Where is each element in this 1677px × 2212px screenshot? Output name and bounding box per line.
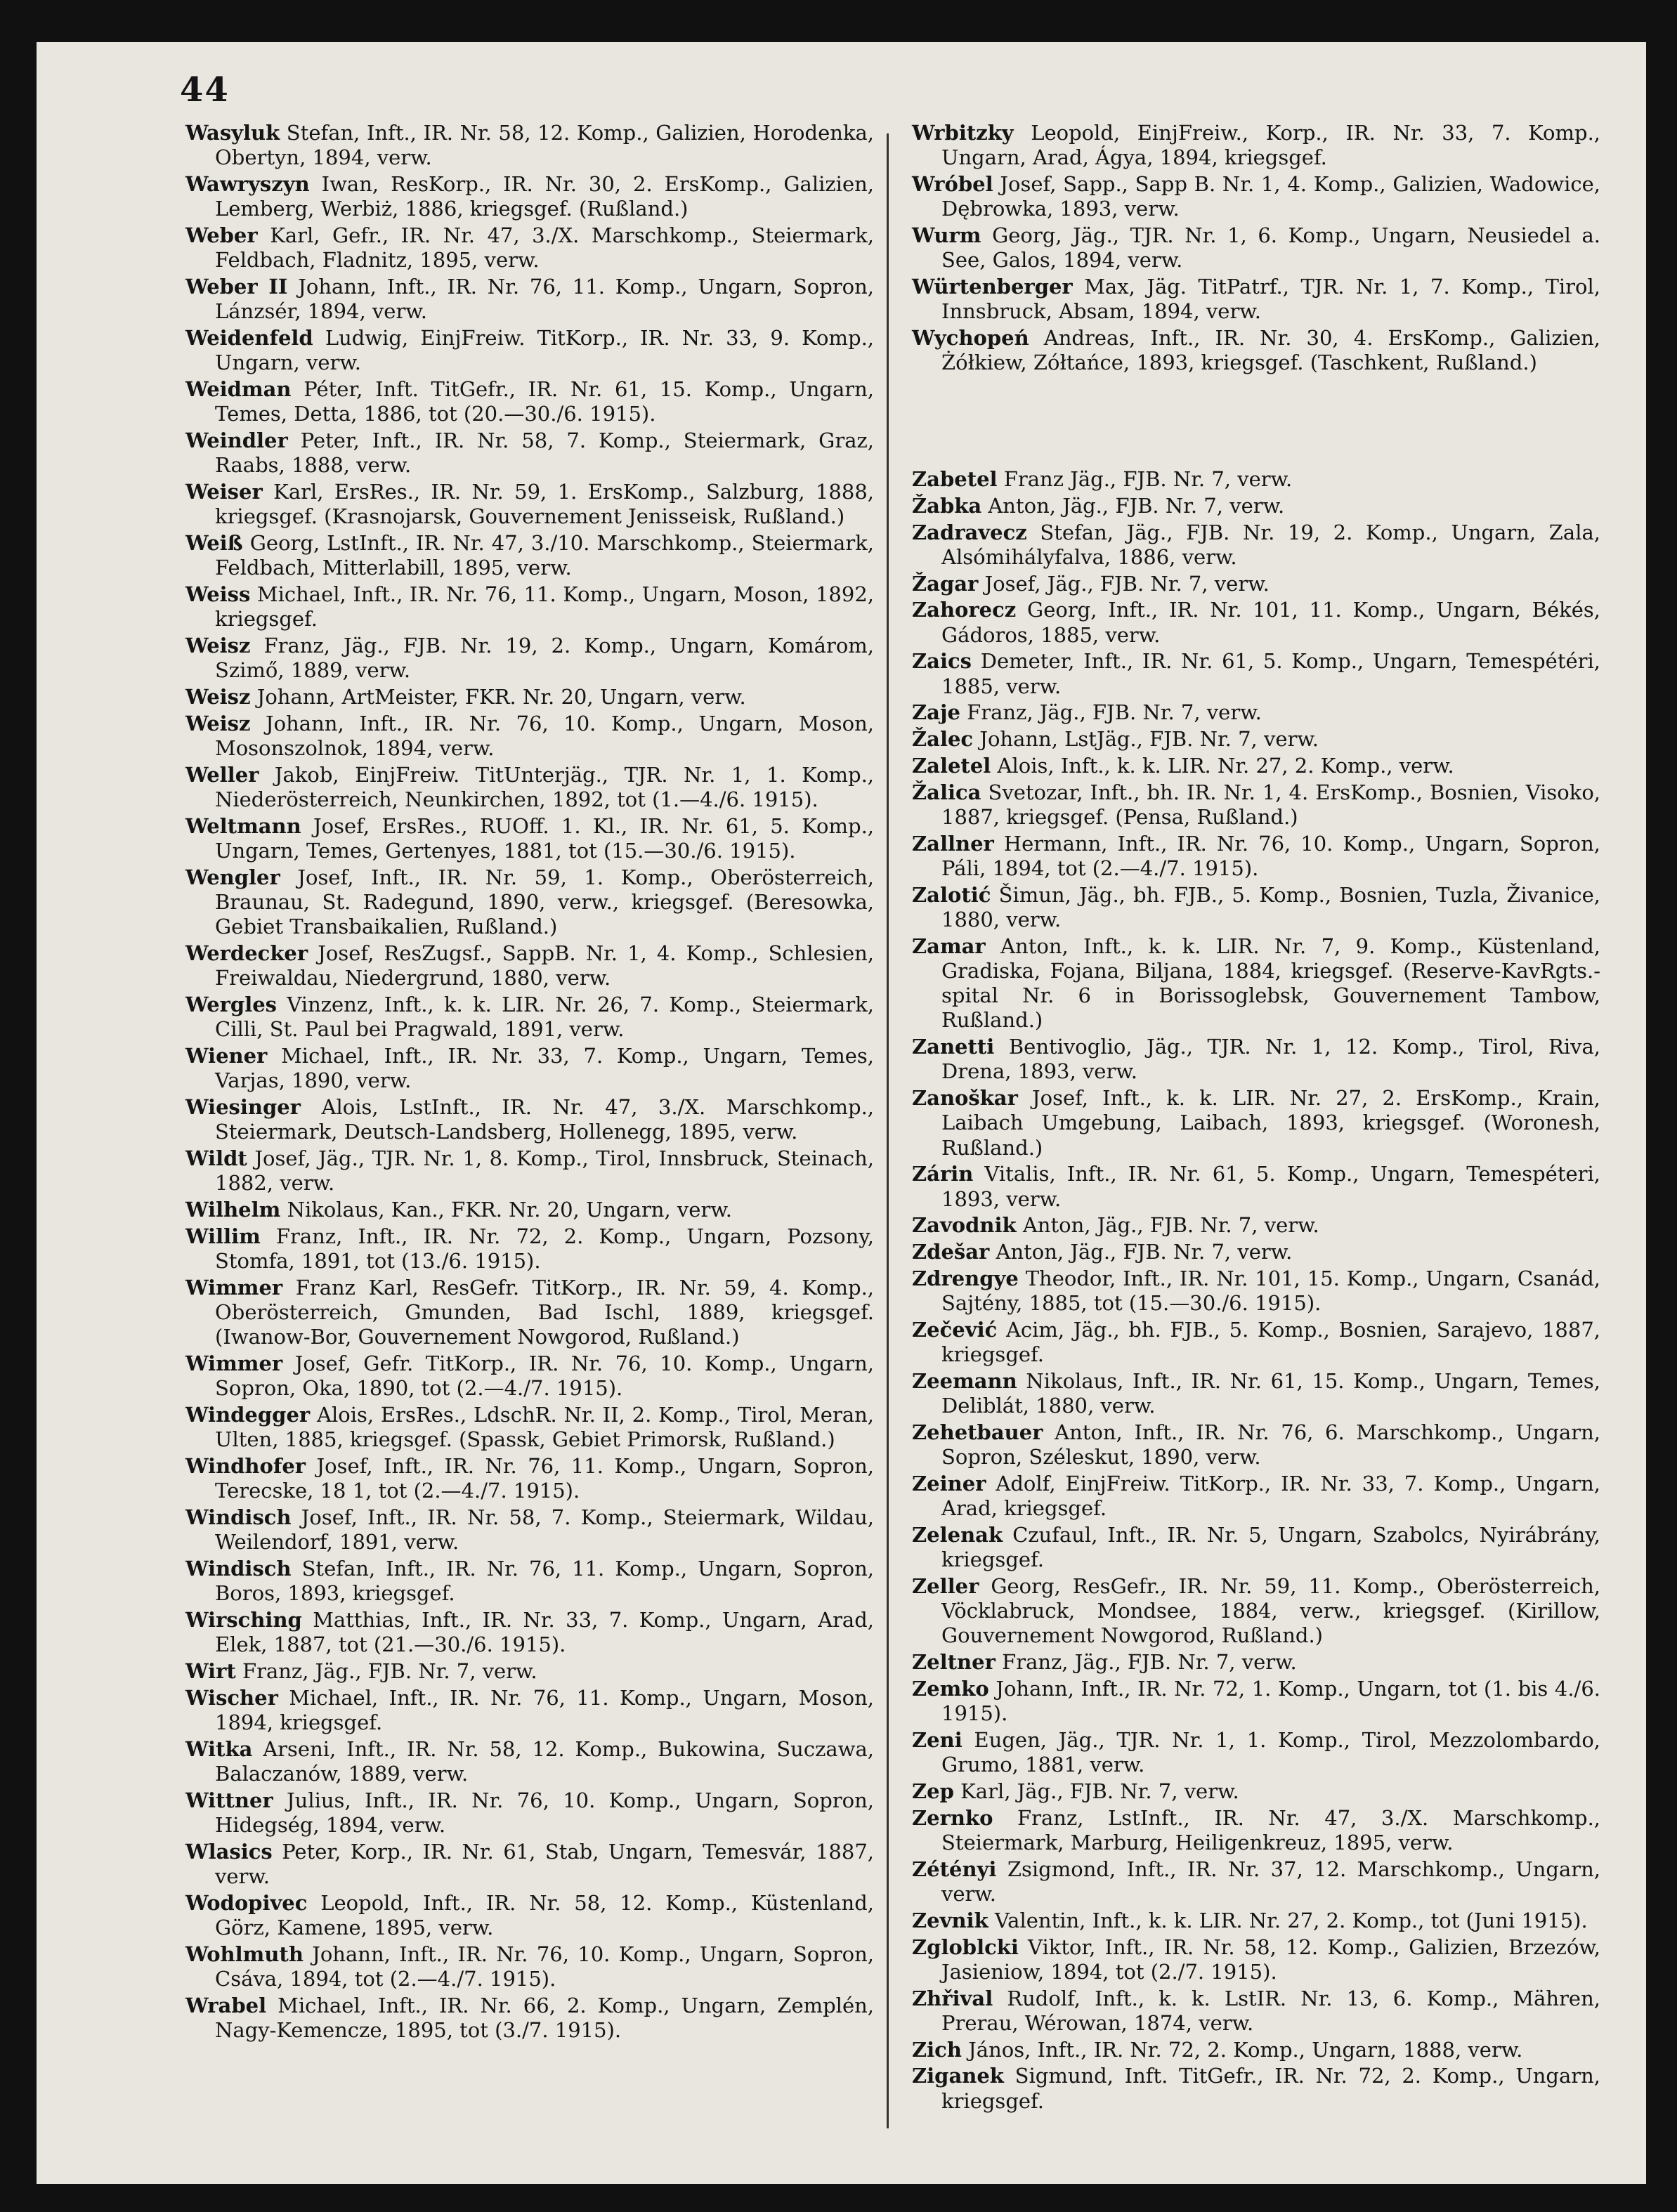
- list-entry: [912, 700, 1600, 725]
- entry-details: Franz, Jäg., FJB. Nr. 7, verw.: [242, 1659, 537, 1683]
- entry-surname: Zep: [912, 1779, 954, 1803]
- entry-surname: Zanoškar: [912, 1086, 1018, 1111]
- entry-surname: Weisz: [185, 685, 251, 709]
- page-number: 44: [180, 70, 230, 110]
- entry-details: Leopold, Inft., IR. Nr. 58, 12. Komp., Küstenland, Görz, Kamene, 1895, verw.: [215, 1890, 874, 1939]
- list-entry: [912, 494, 1600, 518]
- entry-surname: Wirsching: [185, 1608, 302, 1632]
- entry-surname: Windhofer: [185, 1454, 306, 1478]
- entry-details: Johann, Inft., IR. Nr. 72, 1. Komp., Ungarn, tot (1. bis 4./6. 1915).: [941, 1676, 1600, 1726]
- list-entry: [912, 1267, 1600, 1316]
- list-entry: [185, 865, 874, 940]
- entry-surname: Weidman: [185, 377, 292, 401]
- entry-surname: Žalica: [912, 780, 981, 804]
- entry-details: Franz Jäg., FJB. Nr. 7, verw.: [1003, 467, 1293, 491]
- entry-surname: Wergles: [185, 993, 278, 1016]
- entry-surname: Werdecker: [185, 941, 308, 965]
- entry-details: Svetozar, Inft., bh. IR. Nr. 1, 4. ErsKomp., Bosnien, Visoko, 1887, kriegsgef. (Pensa, Rußland.): [941, 780, 1600, 829]
- entry-surname: Willim: [185, 1224, 261, 1248]
- entry-details: Matthias, Inft., IR. Nr. 33, 7. Komp., Ungarn, Arad, Elek, 1887, tot (21.—30./6. 1915).: [215, 1608, 875, 1657]
- entry-details: Peter, Korp., IR. Nr. 61, Stab, Ungarn, Temesvár, 1887, verw.: [215, 1839, 874, 1888]
- entry-details: Nikolaus, Kan., FKR. Nr. 20, Ungarn, verw.: [287, 1198, 732, 1222]
- list-entry: [912, 223, 1600, 273]
- list-entry: [912, 172, 1600, 221]
- entry-surname: Zeller: [912, 1573, 979, 1598]
- list-entry: [912, 1086, 1600, 1160]
- list-entry: [912, 832, 1600, 881]
- list-entry: [185, 1505, 874, 1555]
- entry-surname: Wiesinger: [185, 1095, 301, 1119]
- list-entry: [912, 521, 1600, 570]
- entry-details: Acim, Jäg., bh. FJB., 5. Komp., Bosnien, Sarajevo, 1887, kriegsgef.: [941, 1317, 1601, 1367]
- list-entry: [185, 1095, 874, 1144]
- entry-surname: Zeltner: [912, 1650, 996, 1675]
- entry-surname: Würtenberger: [912, 275, 1073, 299]
- list-entry: [912, 1574, 1600, 1649]
- entry-details: Josef, Jäg., TJR. Nr. 1, 8. Komp., Tirol, Innsbruck, Steinach, 1882, verw.: [215, 1146, 875, 1196]
- entry-details: Johann, Inft., IR. Nr. 76, 10. Komp., Ungarn, Moson, Mosonszolnok, 1894, verw.: [215, 711, 875, 760]
- entry-details: Johann, Inft., IR. Nr. 76, 11. Komp., Ungarn, Sopron, Lánzsér, 1894, verw.: [215, 275, 875, 324]
- entry-details: Josef, Jäg., FJB. Nr. 7, verw.: [984, 571, 1270, 596]
- entry-details: Demeter, Inft., IR. Nr. 61, 5. Komp., Ungarn, Temespétéri, 1885, verw.: [941, 649, 1600, 698]
- list-entry: [912, 1420, 1600, 1470]
- list-entry: [912, 1240, 1600, 1264]
- entry-surname: Zamar: [912, 934, 986, 958]
- entry-surname: Zeemann: [912, 1368, 1017, 1393]
- entry-details: Sigmund, Inft. TitGefr., IR. Nr. 72, 2. Komp., Ungarn, kriegsgef.: [941, 2064, 1600, 2113]
- entry-details: Johann, LstJäg., FJB. Nr. 7, verw.: [979, 727, 1319, 752]
- entry-details: János, Inft., IR. Nr. 72, 2. Komp., Ungarn, 1888, verw.: [968, 2037, 1523, 2062]
- entry-surname: Wrbitzky: [912, 121, 1014, 145]
- list-entry: [185, 814, 874, 863]
- entry-surname: Zdešar: [912, 1240, 990, 1264]
- entry-surname: Wodopivec: [185, 1890, 308, 1915]
- entry-details: Šimun, Jäg., bh. FJB., 5. Komp., Bosnien, Tuzla, Živanice, 1880, verw.: [941, 882, 1601, 931]
- entry-surname: Wischer: [185, 1685, 278, 1710]
- entry-surname: Zeni: [912, 1727, 963, 1752]
- entry-details: Franz, Jäg., FJB. Nr. 7, verw.: [1002, 1650, 1297, 1675]
- entry-surname: Windisch: [185, 1557, 292, 1581]
- entry-surname: Zaics: [912, 649, 972, 674]
- entry-details: Viktor, Inft., IR. Nr. 58, 12. Komp., Galizien, Brzezów, Jasieniow, 1894, tot (2./7. 1915).: [941, 1935, 1600, 1984]
- list-entry: [185, 275, 874, 324]
- entry-surname: Wengler: [185, 865, 280, 889]
- list-entry: [912, 1728, 1600, 1777]
- list-entry: [185, 1891, 874, 1940]
- list-entry: [912, 934, 1600, 1033]
- entry-details: Franz, Inft., IR. Nr. 72, 2. Komp., Ungarn, Pozsony, Stomfa, 1891, tot (13./6. 1915).: [215, 1224, 875, 1273]
- entry-details: Hermann, Inft., IR. Nr. 76, 10. Komp., Ungarn, Sopron, Páli, 1894, tot (2.—4./7. 1915).: [941, 831, 1600, 880]
- entry-surname: Wawryszyn: [185, 172, 310, 196]
- entry-details: Rudolf, Inft., k. k. LstIR. Nr. 13, 6. Komp., Mähren, Prerau, Wérowan, 1874, verw.: [941, 1986, 1600, 2035]
- entry-surname: Weisz: [185, 711, 251, 735]
- entry-details: Adolf, EinjFreiw. TitKorp., IR. Nr. 33, 7. Komp., Ungarn, Arad, kriegsgef.: [941, 1471, 1601, 1521]
- entry-surname: Wurm: [912, 223, 981, 247]
- entry-surname: Wimmer: [185, 1352, 283, 1375]
- entry-details: Bentivoglio, Jäg., TJR. Nr. 1, 12. Komp., Tirol, Riva, Drena, 1893, verw.: [941, 1035, 1601, 1084]
- entry-surname: Weiser: [185, 480, 263, 504]
- list-entry: [185, 531, 874, 580]
- list-entry: [912, 1779, 1600, 1804]
- entry-details: Anton, Jäg., FJB. Nr. 7, verw.: [988, 493, 1285, 518]
- list-entry: [185, 1659, 874, 1684]
- entry-surname: Zemko: [912, 1676, 989, 1701]
- list-entry: [185, 377, 874, 426]
- list-entry: [185, 1942, 874, 1991]
- entry-surname: Zanetti: [912, 1035, 995, 1059]
- list-entry: [185, 121, 874, 170]
- entry-surname: Zaje: [912, 700, 960, 725]
- entry-surname: Zaletel: [912, 753, 991, 778]
- entry-surname: Zétényi: [912, 1857, 997, 1881]
- list-entry: [185, 1840, 874, 1889]
- list-entry: [912, 649, 1600, 698]
- list-entry: [912, 2038, 1600, 2062]
- entry-details: Michael, Inft., IR. Nr. 76, 11. Komp., Ungarn, Moson, 1892, kriegsgef.: [215, 582, 874, 631]
- entry-details: Stefan, Jäg., FJB. Nr. 19, 2. Komp., Ungarn, Zala, Alsómihályfalva, 1886, verw.: [941, 520, 1600, 569]
- entry-details: Josef, Inft., IR. Nr. 59, 1. Komp., Oberösterreich, Braunau, St. Radegund, 1890, verw., kriegsgef. (Beresowka, Gebiet Transbaikalien, Rußland.): [215, 865, 874, 939]
- entry-details: Arseni, Inft., IR. Nr. 58, 12. Komp., Bukowina, Suczawa, Balaczanów, 1889, verw.: [215, 1736, 875, 1786]
- list-entry: [912, 727, 1600, 752]
- entry-details: Georg, ResGefr., IR. Nr. 59, 11. Komp., Oberösterreich, Vöcklabruck, Mondsee, 1884, verw., kriegsgef. (Kirillow, Gouvernement Nowgorod, Rußland.): [941, 1573, 1601, 1648]
- list-entry: [185, 634, 874, 683]
- entry-surname: Zalotić: [912, 882, 991, 907]
- entry-details: Josef, Inft., IR. Nr. 76, 11. Komp., Ungarn, Sopron, Terecske, 18 1, tot (2.—4./7. 1915).: [215, 1454, 874, 1503]
- list-entry: [185, 1608, 874, 1657]
- entry-details: Karl, Gefr., IR. Nr. 47, 3./X. Marschkomp., Steiermark, Feldbach, Fladnitz, 1895, verw.: [215, 223, 875, 273]
- entry-surname: Zevnik: [912, 1908, 988, 1932]
- scan-border-bottom: [0, 2184, 1677, 2212]
- entry-surname: Weindler: [185, 428, 288, 452]
- list-entry: [912, 1318, 1600, 1367]
- entry-details: Czufaul, Inft., IR. Nr. 5, Ungarn, Szabolcs, Nyirábrány, kriegsgef.: [941, 1522, 1601, 1572]
- list-entry: [185, 326, 874, 375]
- entry-surname: Zabetel: [912, 467, 998, 491]
- entry-details: Karl, Jäg., FJB. Nr. 7, verw.: [960, 1779, 1239, 1803]
- entry-surname: Wrabel: [185, 1993, 267, 2017]
- entry-details: Franz, LstInft., IR. Nr. 47, 3./X. Marschkomp., Steiermark, Marburg, Heiligenkreuz, 1895, verw.: [941, 1805, 1601, 1854]
- list-entry: [912, 1935, 1600, 1984]
- entry-details: Michael, Inft., IR. Nr. 76, 11. Komp., Ungarn, Moson, 1894, kriegsgef.: [215, 1685, 874, 1734]
- list-entry: [185, 1403, 874, 1452]
- list-entry: [912, 572, 1600, 596]
- list-entry: [185, 1146, 874, 1196]
- list-entry: [912, 1472, 1600, 1521]
- entry-details: Vitalis, Inft., IR. Nr. 61, 5. Komp., Ungarn, Temespéteri, 1893, verw.: [941, 1162, 1600, 1211]
- entry-surname: Wiener: [185, 1044, 268, 1068]
- entry-surname: Zallner: [912, 831, 994, 856]
- entry-details: Josef, Sapp., Sapp B. Nr. 1, 4. Komp., Galizien, Wadowice, Dębrowka, 1893, verw.: [941, 172, 1601, 221]
- entry-surname: Zárin: [912, 1162, 974, 1186]
- list-entry: [185, 993, 874, 1042]
- entry-surname: Wirt: [185, 1659, 236, 1683]
- entry-surname: Zadravecz: [912, 520, 1027, 544]
- entry-surname: Zgloblcki: [912, 1935, 1019, 1959]
- entry-details: Franz, Jäg., FJB. Nr. 7, verw.: [967, 700, 1262, 725]
- entry-details: Josef, Inft., k. k. LIR. Nr. 27, 2. ErsKomp., Krain, Laibach Umgebung, Laibach, 1893, kriegsgef. (Woronesh, Rußland.): [941, 1086, 1601, 1160]
- entry-details: Alois, LstInft., IR. Nr. 47, 3./X. Marschkomp., Steiermark, Deutsch-Landsberg, Hollenegg, 1895, verw.: [215, 1095, 875, 1144]
- entry-details: Péter, Inft. TitGefr., IR. Nr. 61, 15. Komp., Ungarn, Temes, Detta, 1886, tot (20.—30./6. 1915).: [215, 377, 875, 426]
- left-column: [185, 121, 874, 2045]
- entry-surname: Weiss: [185, 582, 251, 606]
- entry-details: Anton, Jäg., FJB. Nr. 7, verw.: [1022, 1213, 1319, 1238]
- w-section: [912, 121, 1600, 375]
- list-entry: [185, 223, 874, 273]
- entry-details: Peter, Inft., IR. Nr. 58, 7. Komp., Steiermark, Graz, Raabs, 1888, verw.: [215, 428, 874, 478]
- list-entry: [185, 428, 874, 478]
- list-entry: [912, 1213, 1600, 1238]
- entry-surname: Weltmann: [185, 813, 301, 838]
- list-entry: [185, 1454, 874, 1503]
- list-entry: [912, 326, 1600, 375]
- entry-surname: Zečević: [912, 1317, 998, 1342]
- entry-details: Vinzenz, Inft., k. k. LIR. Nr. 26, 7. Komp., Steiermark, Cilli, St. Paul bei Pragwald, 1891, verw.: [215, 993, 874, 1042]
- list-entry: [912, 883, 1600, 932]
- list-entry: [912, 121, 1600, 170]
- entry-details: Jakob, EinjFreiw. TitUnterjäg., TJR. Nr. 1, 1. Komp., Niederösterreich, Neunkirchen, 1892, tot (1.—4./6. 1915).: [215, 762, 875, 811]
- entry-details: Max, Jäg. TitPatrf., TJR. Nr. 1, 7. Komp., Tirol, Innsbruck, Absam, 1894, verw.: [941, 275, 1600, 324]
- list-entry: [185, 1788, 874, 1838]
- list-entry: [185, 1352, 874, 1401]
- entry-surname: Wimmer: [185, 1275, 283, 1300]
- entry-details: Anton, Jäg., FJB. Nr. 7, verw.: [996, 1240, 1293, 1264]
- entry-details: Leopold, EinjFreiw., Korp., IR. Nr. 33, 7. Komp., Ungarn, Arad, Ágya, 1894, kriegsgef.: [941, 121, 1601, 170]
- list-entry: [912, 1909, 1600, 1933]
- section-gap: [912, 377, 1600, 467]
- entry-details: Ludwig, EinjFreiw. TitKorp., IR. Nr. 33, 9. Komp., Ungarn, verw.: [215, 326, 875, 375]
- list-entry: [185, 1557, 874, 1606]
- entry-details: Alois, Inft., k. k. LIR. Nr. 27, 2. Komp., verw.: [997, 753, 1454, 778]
- entry-surname: Žagar: [912, 571, 979, 596]
- list-entry: [185, 1044, 874, 1093]
- entry-surname: Zavodnik: [912, 1213, 1017, 1238]
- entry-details: Michael, Inft., IR. Nr. 66, 2. Komp., Ungarn, Zemplén, Nagy-Kemencze, 1895, tot (3./7. 1915).: [215, 1993, 874, 2042]
- entry-surname: Wohlmuth: [185, 1942, 304, 1966]
- entry-surname: Zelenak: [912, 1522, 1003, 1547]
- column-divider: [887, 133, 889, 2128]
- list-entry: [912, 1523, 1600, 1572]
- right-column: [912, 121, 1600, 2115]
- entry-surname: Wittner: [185, 1788, 273, 1812]
- scan-border-top: [0, 0, 1677, 42]
- entry-details: Josef, ErsRes., RUOff. 1. Kl., IR. Nr. 61, 5. Komp., Ungarn, Temes, Gertenyes, 1881, tot (15.—30./6. 1915).: [215, 813, 875, 863]
- entry-details: Josef, ResZugsf., SappB. Nr. 1, 4. Komp., Schlesien, Freiwaldau, Niedergrund, 1880, verw.: [215, 941, 874, 990]
- entry-surname: Weller: [185, 762, 259, 787]
- entry-details: Karl, ErsRes., IR. Nr. 59, 1. ErsKomp., Salzburg, 1888, kriegsgef. (Krasnojarsk, Gouvernement Jenisseisk, Rußland.): [215, 480, 874, 529]
- entry-surname: Žalec: [912, 727, 974, 752]
- entry-surname: Zernko: [912, 1805, 993, 1830]
- entry-surname: Zich: [912, 2037, 962, 2062]
- entry-surname: Weber: [185, 223, 258, 247]
- scan-border-left: [0, 0, 37, 2212]
- entry-details: Julius, Inft., IR. Nr. 76, 10. Komp., Ungarn, Sopron, Hidegség, 1894, verw.: [215, 1788, 874, 1837]
- entry-details: Alois, ErsRes., LdschR. Nr. II, 2. Komp., Tirol, Meran, Ulten, 1885, kriegsgef. (Spassk, Gebiet Primorsk, Rußland.): [215, 1403, 875, 1452]
- list-entry: [185, 582, 874, 631]
- list-entry: [912, 1677, 1600, 1726]
- entry-details: Anton, Inft., IR. Nr. 76, 6. Marschkomp., Ungarn, Sopron, Széleskut, 1890, verw.: [941, 1420, 1600, 1470]
- list-entry: [912, 467, 1600, 492]
- entry-details: Georg, LstInft., IR. Nr. 47, 3./10. Marschkomp., Steiermark, Feldbach, Mitterlabill, 1895, verw.: [215, 531, 875, 580]
- list-entry: [912, 1857, 1600, 1906]
- list-entry: [912, 1369, 1600, 1418]
- entry-details: Valentin, Inft., k. k. LIR. Nr. 27, 2. Komp., tot (Juni 1915).: [994, 1908, 1588, 1932]
- entry-details: Nikolaus, Inft., IR. Nr. 61, 15. Komp., Ungarn, Temes, Deliblát, 1880, verw.: [941, 1368, 1600, 1418]
- list-entry: [912, 1035, 1600, 1084]
- entry-surname: Zdrengye: [912, 1266, 1019, 1290]
- list-entry: [912, 598, 1600, 647]
- entry-details: Zsigmond, Inft., IR. Nr. 37, 12. Marschkomp., Ungarn, verw.: [941, 1857, 1601, 1906]
- entry-surname: Weiß: [185, 531, 243, 555]
- entry-details: Johann, ArtMeister, FKR. Nr. 20, Ungarn, verw.: [256, 685, 746, 709]
- list-entry: [185, 1224, 874, 1274]
- list-entry: [185, 1994, 874, 2043]
- list-entry: [185, 941, 874, 990]
- list-entry: [912, 2064, 1600, 2113]
- entry-surname: Wildt: [185, 1146, 247, 1170]
- entry-details: Josef, Gefr. TitKorp., IR. Nr. 76, 10. Komp., Ungarn, Sopron, Oka, 1890, tot (2.—4./7. 1915).: [215, 1352, 875, 1401]
- entry-details: Johann, Inft., IR. Nr. 76, 10. Komp., Ungarn, Sopron, Csáva, 1894, tot (2.—4./7. 1915).: [215, 1942, 874, 1991]
- z-section: [912, 467, 1600, 2114]
- entry-details: Anton, Inft., k. k. LIR. Nr. 7, 9. Komp., Küstenland, Gradiska, Fojana, Biljana, 1884, kriegsgef. (Reserve-KavRgts.-spital Nr. 6 in Borissoglebsk, Gouvernement Tambow, Rußland.): [941, 934, 1600, 1033]
- list-entry: [185, 712, 874, 761]
- entry-details: Georg, Inft., IR. Nr. 101, 11. Komp., Ungarn, Békés, Gádoros, 1885, verw.: [941, 598, 1600, 647]
- list-entry: [185, 1737, 874, 1786]
- list-entry: [185, 685, 874, 709]
- list-entry: [912, 754, 1600, 778]
- list-entry: [185, 1276, 874, 1350]
- entry-surname: Weidenfeld: [185, 326, 313, 350]
- entry-details: Franz Karl, ResGefr. TitKorp., IR. Nr. 59, 4. Komp., Oberösterreich, Gmunden, Bad Ischl, 1889, kriegsgef. (Iwanow-Bor, Gouvernement Nowgorod, Rußland.): [215, 1275, 875, 1349]
- list-entry: [185, 763, 874, 812]
- list-entry: [912, 780, 1600, 830]
- list-entry: [185, 1198, 874, 1222]
- entry-details: Stefan, Inft., IR. Nr. 58, 12. Komp., Galizien, Horodenka, Obertyn, 1894, verw.: [215, 121, 874, 170]
- list-entry: [912, 1162, 1600, 1211]
- entry-details: Georg, Jäg., TJR. Nr. 1, 6. Komp., Ungarn, Neusiedel a. See, Galos, 1894, verw.: [941, 223, 1601, 273]
- entry-surname: Wasyluk: [185, 121, 280, 145]
- entry-surname: Zhřival: [912, 1986, 993, 2010]
- entry-surname: Wróbel: [912, 172, 993, 196]
- entry-surname: Witka: [185, 1736, 253, 1761]
- list-entry: [912, 1650, 1600, 1675]
- entry-surname: Windegger: [185, 1403, 311, 1427]
- entry-surname: Wilhelm: [185, 1198, 281, 1222]
- entry-surname: Zahorecz: [912, 598, 1017, 622]
- entry-details: Andreas, Inft., IR. Nr. 30, 4. ErsKomp., Galizien, Żółkiew, Zółtańce, 1893, kriegsgef. (Taschkent, Rußland.): [941, 326, 1601, 375]
- entry-details: Eugen, Jäg., TJR. Nr. 1, 1. Komp., Tirol, Mezzolombardo, Grumo, 1881, verw.: [941, 1727, 1601, 1777]
- scan-border-right: [1646, 0, 1677, 2212]
- entry-surname: Wlasics: [185, 1839, 273, 1864]
- entry-details: Stefan, Inft., IR. Nr. 76, 11. Komp., Ungarn, Sopron, Boros, 1893, kriegsgef.: [215, 1557, 874, 1606]
- entry-details: Josef, Inft., IR. Nr. 58, 7. Komp., Steiermark, Wildau, Weilendorf, 1891, verw.: [215, 1505, 875, 1555]
- entry-details: Iwan, ResKorp., IR. Nr. 30, 2. ErsKomp., Galizien, Lemberg, Werbiż, 1886, kriegsgef. (Rußland.): [215, 172, 874, 221]
- entry-details: Theodor, Inft., IR. Nr. 101, 15. Komp., Ungarn, Csanád, Sajtény, 1885, tot (15.—30./6. 1915).: [941, 1266, 1601, 1316]
- entry-surname: Weisz: [185, 634, 251, 657]
- list-entry: [185, 1686, 874, 1735]
- entry-surname: Weber II: [185, 275, 288, 299]
- list-entry: [912, 275, 1600, 324]
- list-entry: [912, 1806, 1600, 1855]
- list-entry: [185, 172, 874, 221]
- list-entry: [912, 1987, 1600, 2036]
- entry-surname: Ziganek: [912, 2064, 1004, 2088]
- entry-surname: Wychopeń: [912, 326, 1029, 350]
- entry-surname: Windisch: [185, 1505, 292, 1529]
- entry-details: Michael, Inft., IR. Nr. 33, 7. Komp., Ungarn, Temes, Varjas, 1890, verw.: [215, 1044, 874, 1093]
- entry-surname: Zeiner: [912, 1471, 986, 1496]
- list-entry: [185, 480, 874, 529]
- entry-surname: Žabka: [912, 493, 982, 518]
- entry-surname: Zehetbauer: [912, 1420, 1043, 1444]
- entry-details: Franz, Jäg., FJB. Nr. 19, 2. Komp., Ungarn, Komárom, Szimő, 1889, verw.: [215, 634, 874, 683]
